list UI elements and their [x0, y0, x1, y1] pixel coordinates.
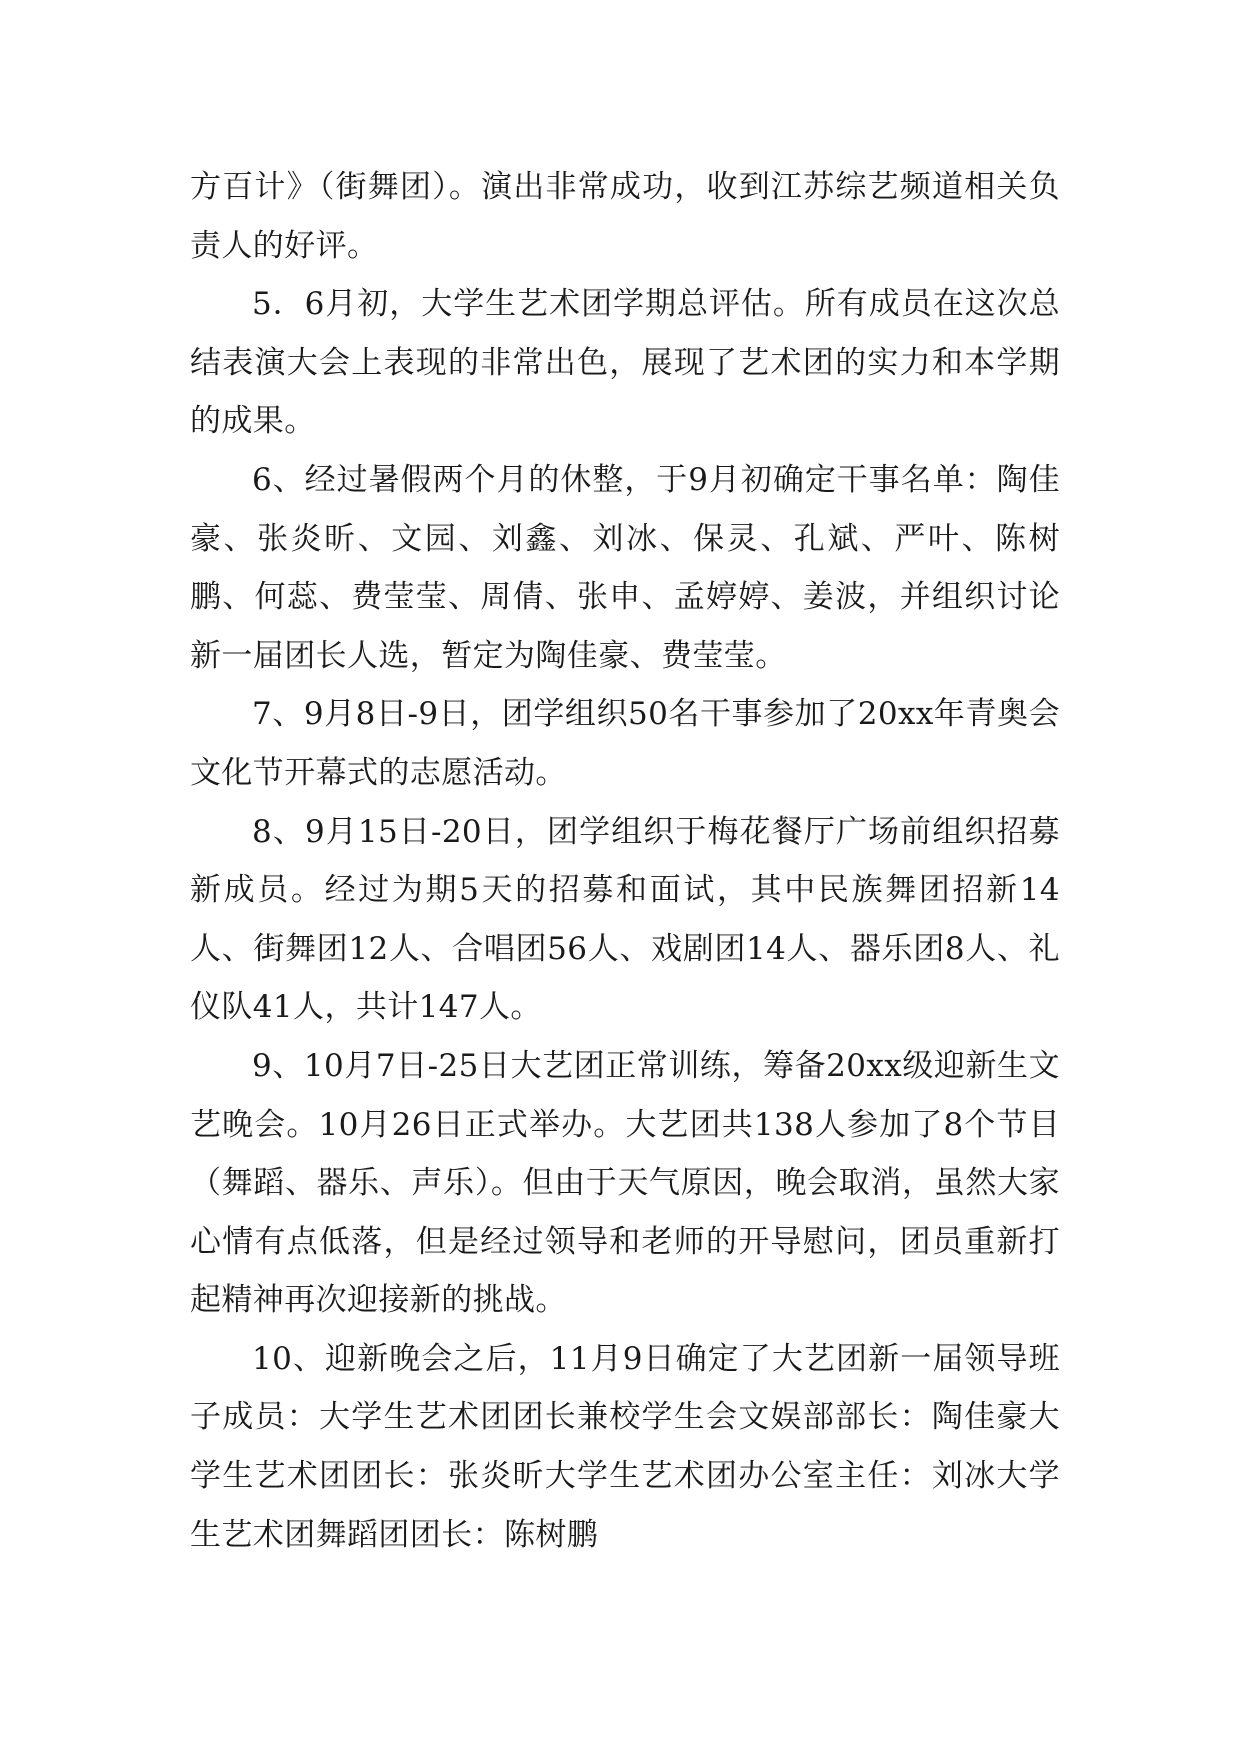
- paragraph-item-10: 10、迎新晚会之后，11月9日确定了大艺团新一届领导班子成员：大学生艺术团团长兼校学生会文娱部部长：陶佳豪大学生艺术团团长：张炎昕大学生艺术团办公室主任：刘冰大学生艺术团舞蹈团团长：陈树鹏: [190, 1340, 1060, 1553]
- paragraph-item-6: 6、经过暑假两个月的休整，于9月初确定干事名单：陶佳豪、张炎昕、文园、刘鑫、刘冰、保灵、孔斌、严叶、陈树鹏、何蕊、费莹莹、周倩、张申、孟婷婷、姜波，并组织讨论新一届团长人选，暂定为陶佳豪、费莹莹。: [190, 461, 1060, 674]
- document-body: [190, 158, 1060, 1564]
- paragraph-item-9: 9、10月7日-25日大艺团正常训练，筹备20xx级迎新生文艺晚会。10月26日正式举办。大艺团共138人参加了8个节目（舞蹈、器乐、声乐）。但由于天气原因，晚会取消，虽然大家心情有点低落，但是经过领导和老师的开导慰问，团员重新打起精神再次迎接新的挑战。: [190, 1047, 1060, 1319]
- paragraph-item-5: 5．6月初，大学生艺术团学期总评估。所有成员在这次总结表演大会上表现的非常出色，展现了艺术团的实力和本学期的成果。: [190, 286, 1060, 440]
- paragraph-item-7: 7、9月8日-9日，团学组织50名干事参加了20xx年青奥会文化节开幕式的志愿活动。: [190, 696, 1060, 791]
- paragraph-continuation: 方百计》（街舞团）。演出非常成功，收到江苏综艺频道相关负责人的好评。: [190, 169, 1060, 264]
- paragraph-item-8: 8、9月15日-20日，团学组织于梅花餐厅广场前组织招募新成员。经过为期5天的招募和面试，其中民族舞团招新14人、街舞团12人、合唱团56人、戏剧团14人、器乐团8人、礼仪队41人，共计147人。: [190, 813, 1060, 1026]
